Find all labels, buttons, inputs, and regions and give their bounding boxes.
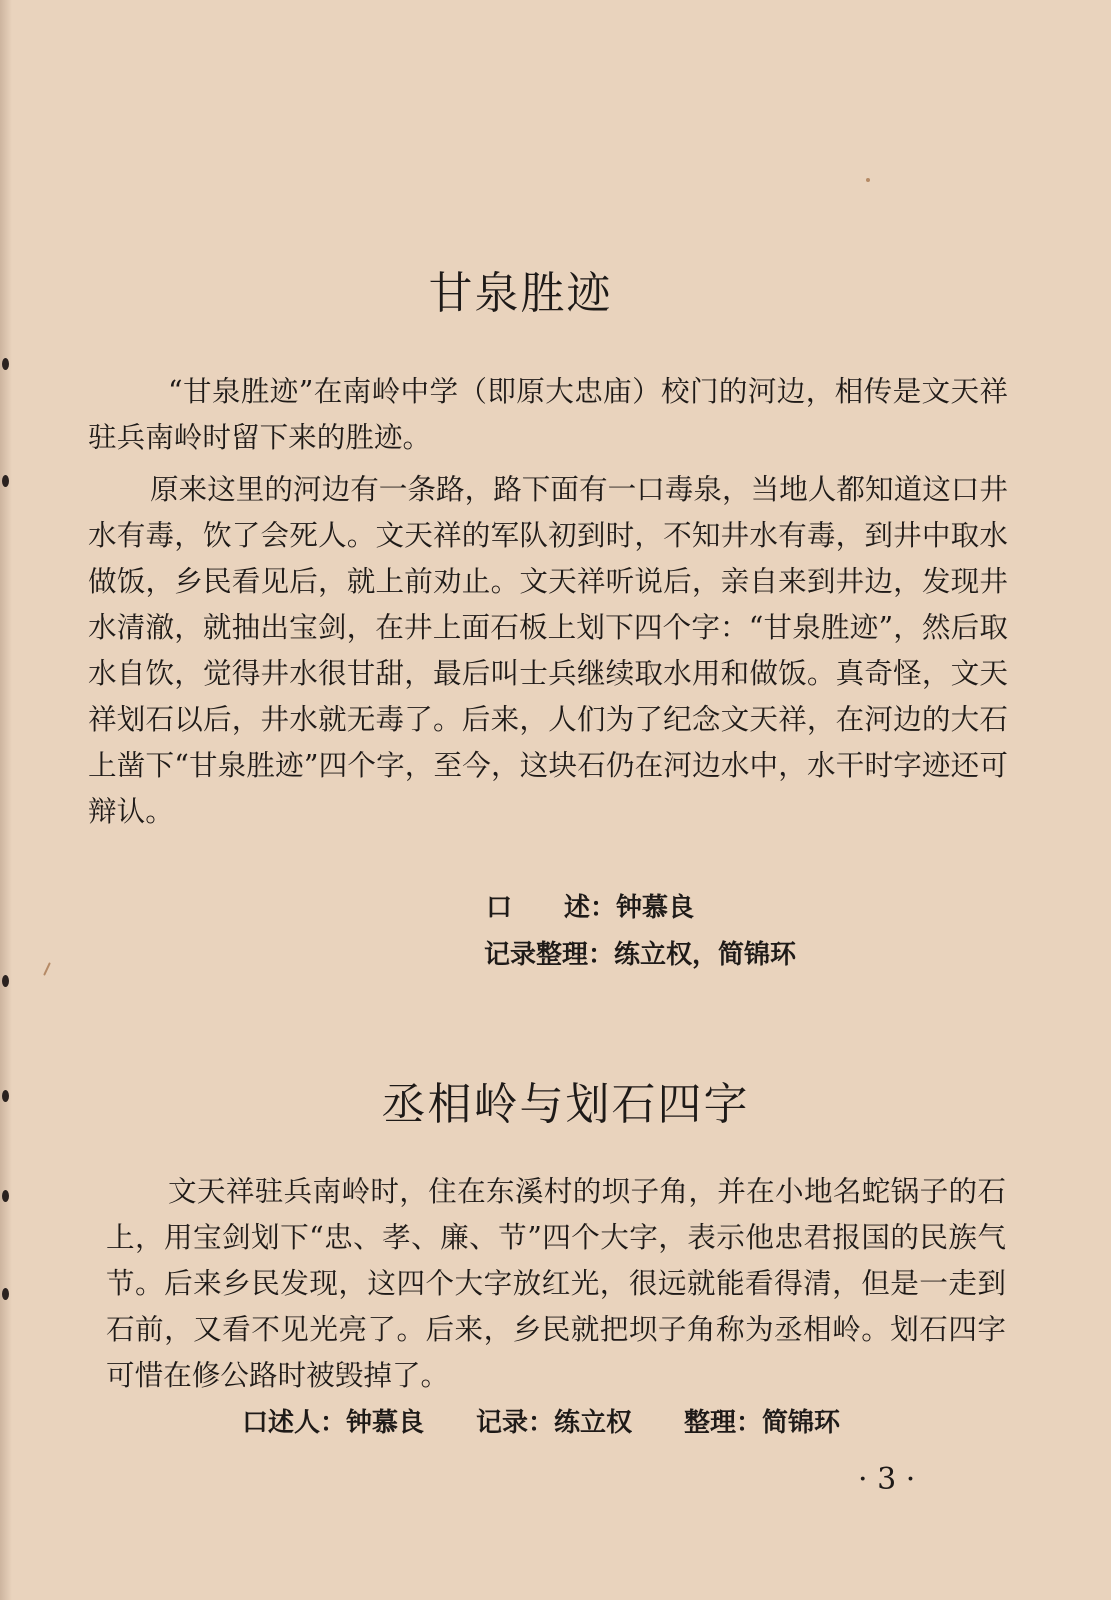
narrator-credit: 口 述：钟慕良 [486,893,695,923]
article-title: 丞相岭与划石四字 [381,1079,750,1130]
page-number: · 3 · [858,1462,916,1497]
article-paragraph: 文天祥驻兵南岭时，住在东溪村的坝子角，并在小地名蛇锅子的石上，用宝剑划下“忠、孝、廉、节”四个大字，表示他忠君报国的民族气节。后来乡民发现，这四个大字放红光，很远就能看得清，但是一走到石前，又看不见光亮了。后来，乡民就把坝子角称为丞相岭。划石四字可惜在修公路时被毁掉了。 [106,1174,1006,1392]
article-paragraph: “甘泉胜迹”在南岭中学（即原大忠庙）校门的河边，相传是文天祥驻兵南岭时留下来的胜迹。 [88,374,1008,454]
paper-speck [43,962,51,976]
credits-line: 口述人：钟慕良 记录：练立权 整理：简锦环 [242,1408,841,1438]
binding-hole [2,1288,9,1300]
paper-speck [866,178,870,182]
article-title: 甘泉胜迹 [428,268,613,319]
article-paragraph: 原来这里的河边有一条路，路下面有一口毒泉，当地人都知道这口井水有毒，饮了会死人。文天祥的军队初到时，不知井水有毒，到井中取水做饭，乡民看见后，就上前劝止。文天祥听说后，亲自来到井边，发现井水清澈，就抽出宝剑，在井上面石板上划下四个字：“甘泉胜迹”，然后取水自饮，觉得井水很甘甜，最后叫士兵继续取水用和做饭。真奇怪，文天祥划石以后，井水就无毒了。后来，人们为了纪念文天祥，在河边的大石上凿下“甘泉胜迹”四个字，至今，这块石仍在河边水中，水干时字迹还可辩认。 [88,472,1008,828]
binding-hole [2,475,9,487]
recorder-credit: 记录整理：练立权，简锦环 [484,940,797,970]
binding-hole [2,1090,9,1102]
binding-hole [2,975,9,987]
binding-hole [2,1190,9,1202]
page-edge-shadow [0,0,12,1600]
binding-hole [2,358,9,370]
